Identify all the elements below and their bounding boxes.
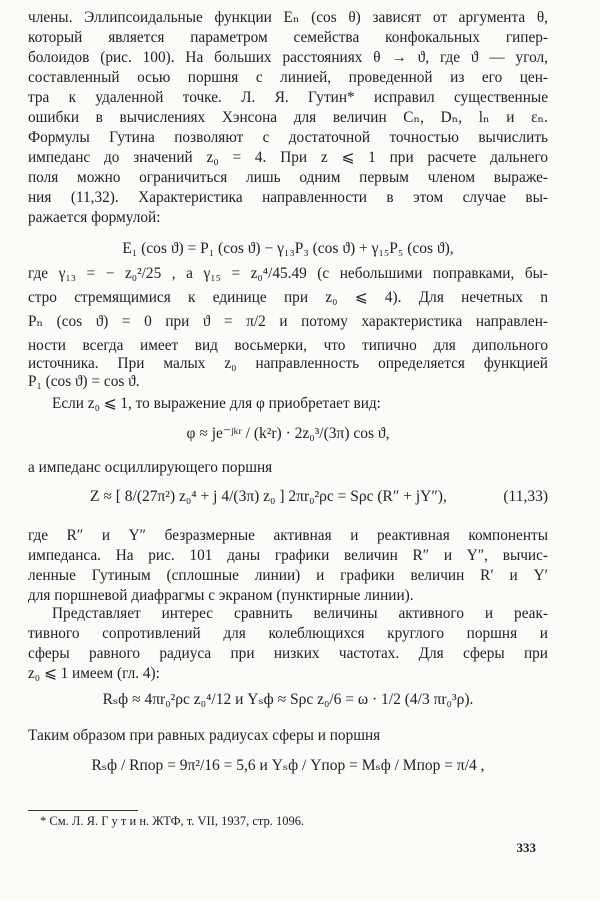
footnote: * См. Л. Я. Г у т и н. ЖТФ, т. VII, 1937, стр. 1096. (40, 814, 305, 828)
text-line: поля можно ограничиться лишь одним первым членом выраже- (28, 169, 548, 186)
text-line: ражается формулой: (28, 209, 161, 226)
text-line: Формулы Гутина позволяют с достаточной точностью вычислить (28, 129, 548, 146)
text-line: P₁ (cos ϑ) = cos ϑ. (28, 373, 140, 390)
equation-directivity: E₁ (cos ϑ) = P₁ (cos ϑ) − γ₁₃P₃ (cos ϑ) + γ₁₅P₅ (cos ϑ), (122, 240, 454, 257)
text-line: а импеданс осциллирующего поршня (28, 459, 273, 476)
text-line: ошибки в вычислениях Хэнсона для величин Cₙ, Dₙ, lₙ и εₙ. (28, 109, 548, 126)
page-number: 333 (516, 840, 536, 855)
text-line: болоидов (рис. 100). На больших расстояниях θ → ϑ, где ϑ — угол, (28, 49, 548, 66)
equation-ratio: Rₛф / Rпор = 9π²/16 = 5,6 и Yₛф / Yпор = Mₛф / Mпор = π/4 , (91, 757, 485, 774)
equation-phi: φ ≈ je⁻ʲᵏʳ / (k²r) · 2z₀³/(3π) cos ϑ, (186, 425, 390, 442)
equation-impedance: Z ≈ [ 8/(27π²) z₀⁴ + j 4/(3π) z₀ ] 2πr₀²ρc = Sρc (R″ + jY″), (90, 488, 447, 505)
footnote-rule (28, 810, 138, 811)
text-line: ности всегда имеет вид восьмерки, что типично для дипольного (28, 337, 548, 354)
equation-number: (11,33) (503, 488, 548, 505)
text-line: тивного сопротивлений для колеблющихся круглого поршня и (28, 625, 548, 642)
text-line: Pₙ (cos ϑ) = 0 при ϑ = π/2 и потому характеристика направлен- (28, 313, 548, 330)
text-line: тра к удаленной точке. Л. Я. Гутин* исправил существенные (28, 89, 548, 106)
text-line: где R″ и Y″ безразмерные активная и реактивная компоненты (28, 527, 548, 544)
text-line: для поршневой диафрагмы с экраном (пунктирные линии). (28, 587, 414, 604)
text-line: стро стремящимися к единице при z₀ ⩽ 4). Для нечетных n (28, 289, 548, 306)
text-line: ленные Гутиным (сплошные линии) и графики величин R′ и Y′ (28, 567, 548, 584)
text-line: составленный осью поршня с линией, проведенной из его цен- (28, 69, 548, 86)
text-line: импеданса. На рис. 101 даны графики величин R″ и Y″, вычис- (28, 547, 548, 564)
text-line: Представляет интерес сравнить величины активного и реак- (52, 605, 548, 622)
text-line: который является параметром семейства конфокальных гипер- (28, 29, 548, 46)
text-line: Таким образом при равных радиусах сферы и поршня (28, 727, 381, 744)
equation-sphere: Rₛф ≈ 4πr₀²ρc z₀⁴/12 и Yₛф ≈ Sρc z₀/6 = ω · 1/2 (4/3 πr₀³ρ). (102, 691, 474, 708)
text-line: члены. Эллипсоидальные функции Eₙ (cos θ) зависят от аргумента θ, (28, 9, 548, 26)
text-line: сферы равного радиуса при низких частотах. Для сферы при (28, 645, 548, 662)
text-line: Если z₀ ⩽ 1, то выражение для φ приобретает вид: (52, 395, 381, 412)
text-line: ния (11,32). Характеристика направленности в этом случае вы- (28, 189, 548, 206)
text-line: источника. При малых z₀ направленность определяется функцией (28, 355, 548, 372)
text-line: импеданс до значений z₀ = 4. При z ⩽ 1 при расчете дальнего (28, 149, 548, 166)
text-line: где γ₁₃ = − z₀²/25 , а γ₁₅ = z₀⁴/45.49 (с небольшими поправками, бы- (28, 265, 548, 282)
text-line: z₀ ⩽ 1 имеем (гл. 4): (28, 665, 160, 682)
